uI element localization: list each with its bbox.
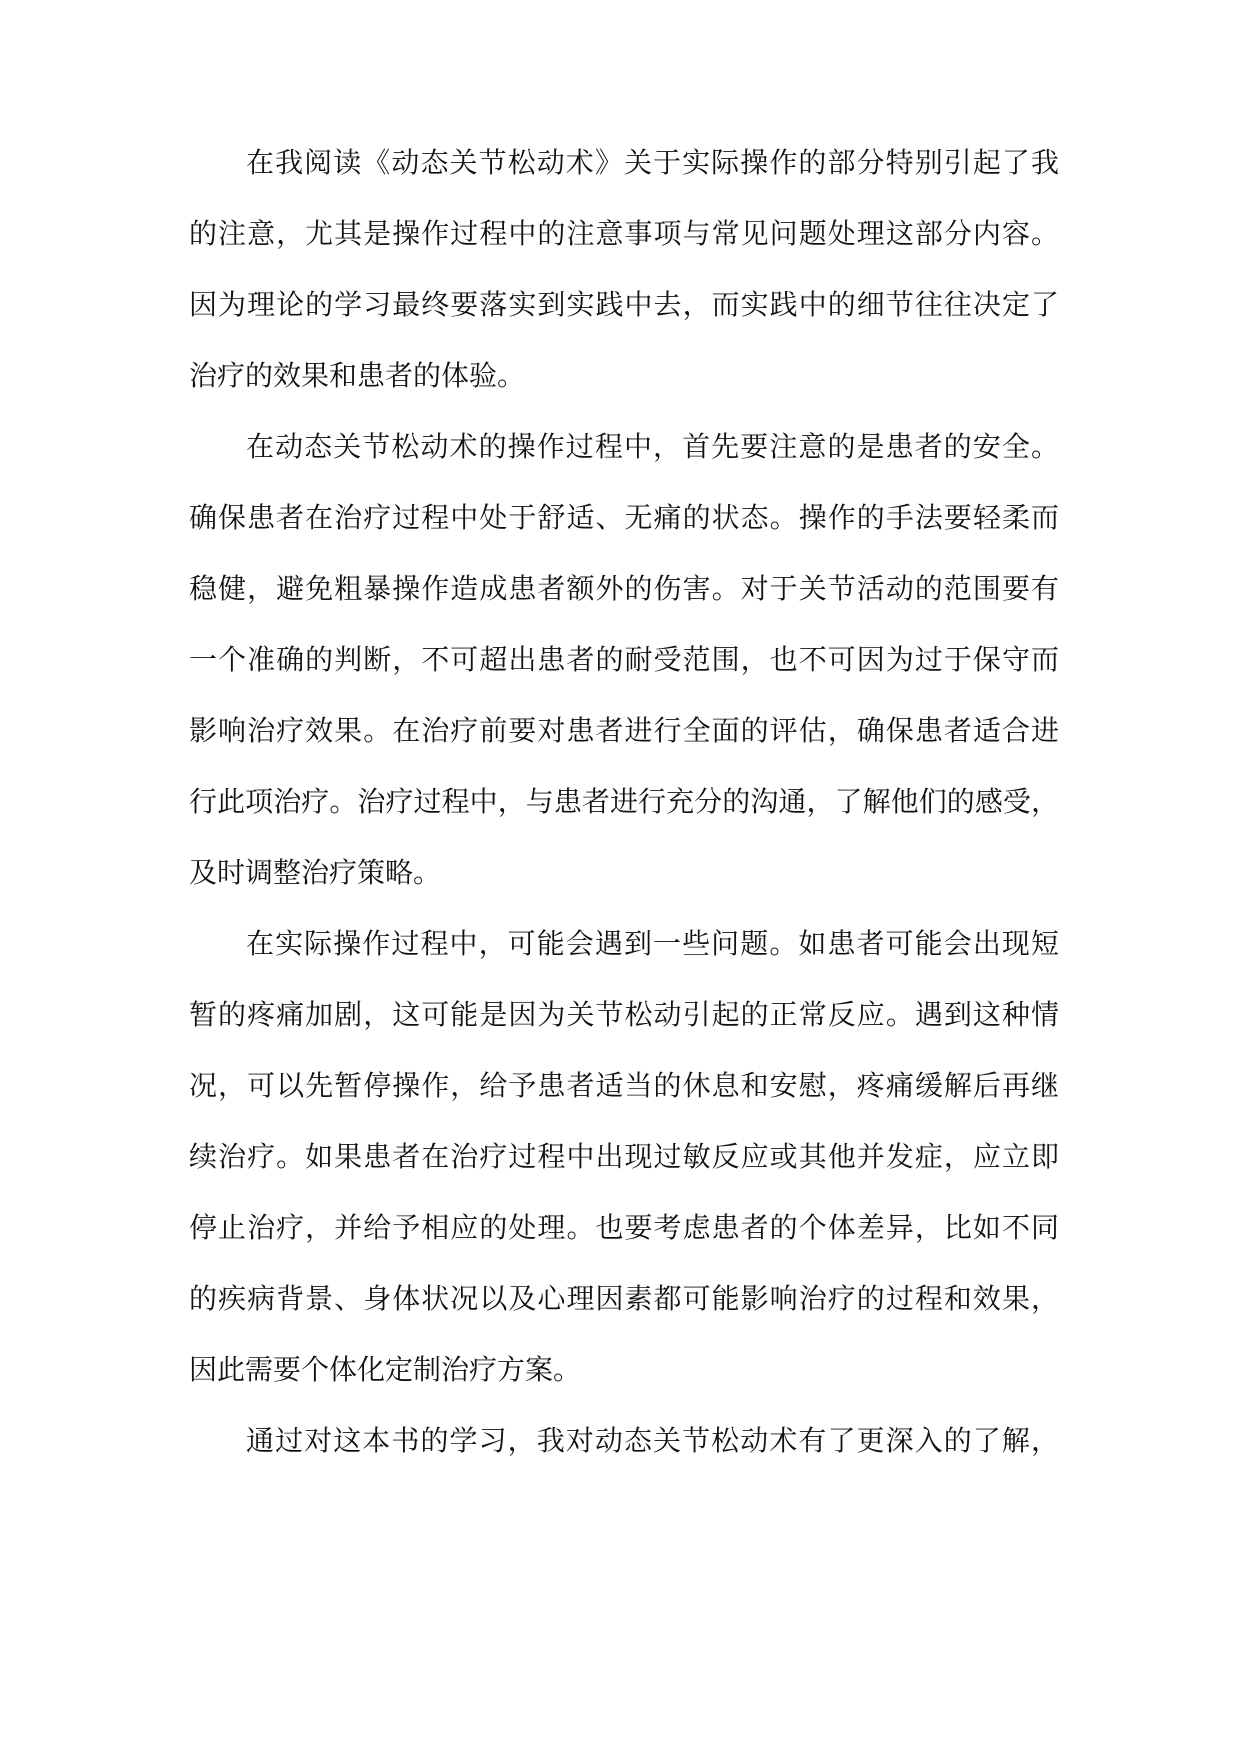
paragraph-3-line-7: 因此需要个体化定制治疗方案。 <box>189 1353 582 1386</box>
paragraph-1-line-1: 在我阅读《动态关节松动术》关于实际操作的部分特别引起了我 <box>246 146 1059 179</box>
paragraph-1-line-2: 的注意，尤其是操作过程中的注意事项与常见问题处理这部分内容。 <box>189 217 1059 250</box>
paragraph-2-line-4: 一个准确的判断，不可超出患者的耐受范围，也不可因为过于保守而 <box>189 643 1059 676</box>
paragraph-3-line-2: 暂的疼痛加剧，这可能是因为关节松动引起的正常反应。遇到这种情 <box>189 998 1059 1031</box>
paragraph-3-line-4: 续治疗。如果患者在治疗过程中出现过敏反应或其他并发症，应立即 <box>189 1140 1059 1173</box>
paragraph-3-line-3: 况，可以先暂停操作，给予患者适当的休息和安慰，疼痛缓解后再继 <box>189 1069 1059 1102</box>
paragraph-4-line-1: 通过对这本书的学习，我对动态关节松动术有了更深入的了解， <box>246 1424 1059 1457</box>
paragraph-1-line-4: 治疗的效果和患者的体验。 <box>189 359 526 392</box>
paragraph-2-line-6: 行此项治疗。治疗过程中，与患者进行充分的沟通，了解他们的感受， <box>189 785 1059 818</box>
paragraph-2-line-3: 稳健，避免粗暴操作造成患者额外的伤害。对于关节活动的范围要有 <box>189 572 1059 605</box>
paragraph-2-line-7: 及时调整治疗策略。 <box>189 856 442 889</box>
paragraph-3-line-5: 停止治疗，并给予相应的处理。也要考虑患者的个体差异，比如不同 <box>189 1211 1059 1244</box>
paragraph-3-line-1: 在实际操作过程中，可能会遇到一些问题。如患者可能会出现短 <box>246 927 1059 960</box>
paragraph-2-line-5: 影响治疗效果。在治疗前要对患者进行全面的评估，确保患者适合进 <box>189 714 1059 747</box>
paragraph-2-line-1: 在动态关节松动术的操作过程中，首先要注意的是患者的安全。 <box>246 430 1059 463</box>
paragraph-1-line-3: 因为理论的学习最终要落实到实践中去，而实践中的细节往往决定了 <box>189 288 1059 321</box>
paragraph-3-line-6: 的疾病背景、身体状况以及心理因素都可能影响治疗的过程和效果， <box>189 1282 1059 1315</box>
paragraph-2-line-2: 确保患者在治疗过程中处于舒适、无痛的状态。操作的手法要轻柔而 <box>189 501 1059 534</box>
